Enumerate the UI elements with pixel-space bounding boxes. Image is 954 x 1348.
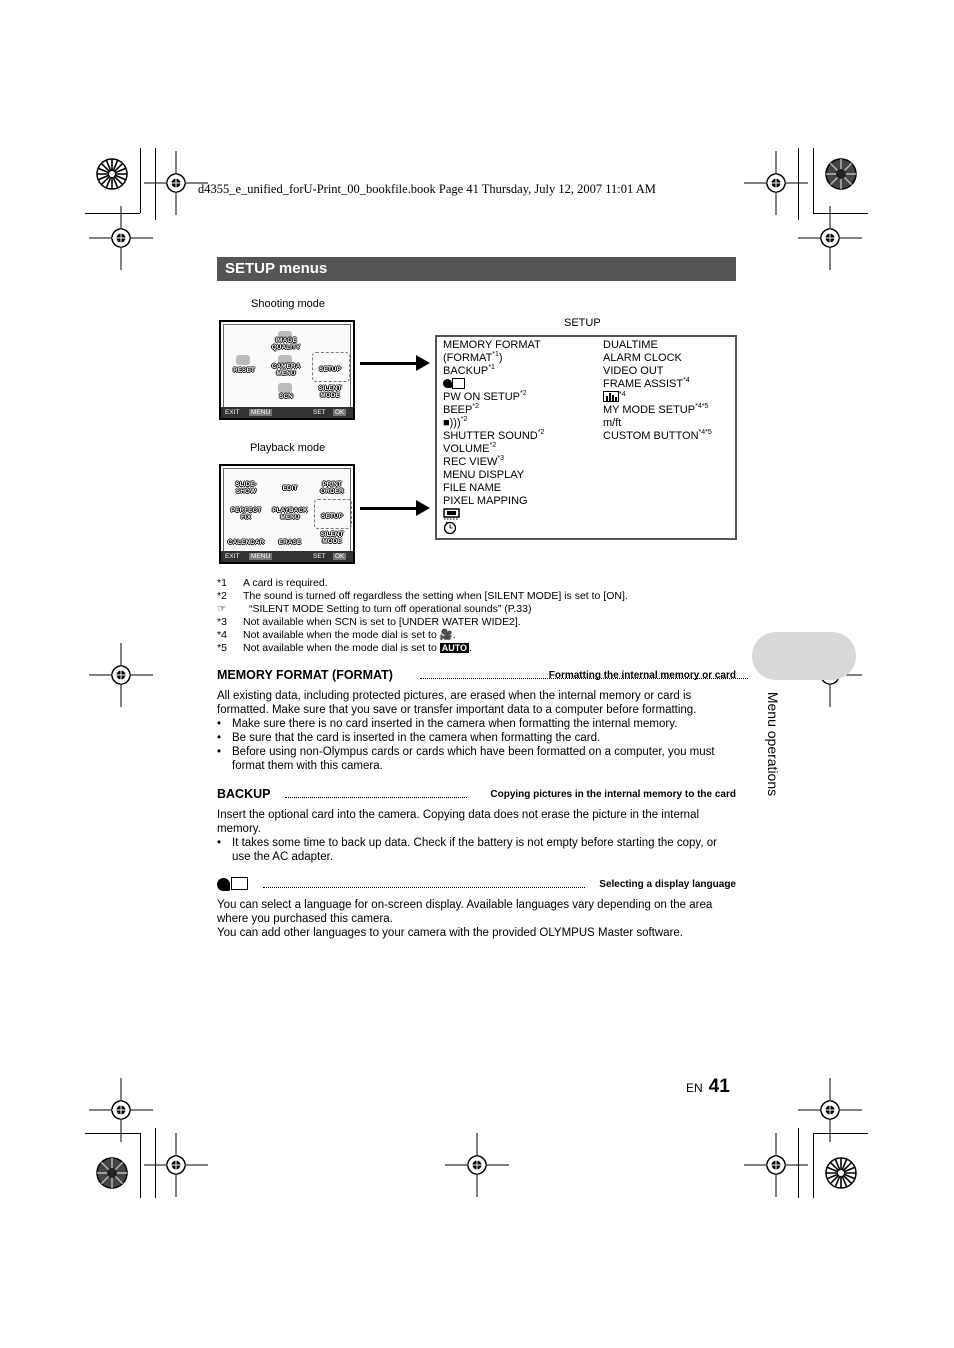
footnote: *3 Not available when SCN is set to [UNDER WATER WIDE2]. bbox=[217, 616, 521, 628]
bullet-item: • Make sure there is no card inserted in the camera when formatting the internal memory. bbox=[217, 717, 736, 731]
screen-bottom-bar: EXIT MENU SET OK bbox=[221, 551, 353, 562]
setup-item: MEMORY FORMAT bbox=[443, 339, 541, 351]
footnote-reference: ☞ “SILENT MODE Setting to turn off operational sounds” (P.33) bbox=[217, 603, 532, 615]
backup-body: Insert the optional card into the camera. Copying data does not erase the picture in the internal memory. • It takes some time to back up data. Check if the battery is not empty before starting the copy, or use the AC adapter. bbox=[217, 808, 736, 864]
clock-icon bbox=[443, 521, 544, 534]
menu-item-reset: RESET bbox=[233, 367, 255, 374]
backup-heading: BACKUP Copying pictures in the internal memory to the card bbox=[217, 787, 736, 801]
language-heading: Selecting a display language bbox=[217, 877, 736, 893]
menu-item-silent-mode: SILENT MODE bbox=[320, 531, 344, 545]
menu-item-silent-mode: SILENT MODE bbox=[318, 385, 342, 399]
sound-icon: ■)))$^{*2}$ bbox=[443, 416, 468, 429]
language-body: You can select a language for on-screen display. Available languages vary depending on the area where you purchased this camera. You can add other languages to your camera with the provided OLYMPUS Master software. bbox=[217, 899, 713, 939]
language-icon bbox=[217, 877, 251, 892]
setup-item: BEEP$^{*2}$ bbox=[443, 403, 479, 416]
page-number: EN 41 bbox=[686, 1076, 730, 1097]
menu-item-slideshow: SLIDE- SHOW bbox=[235, 481, 257, 495]
menu-item-print-order: PRINT ORDER bbox=[320, 481, 344, 495]
file-header: d4355_e_unified_forU-Print_00_bookfile.book Page 41 Thursday, July 12, 2007 11:01 AM bbox=[198, 182, 656, 196]
menu-item-calendar: CALENDAR bbox=[227, 539, 265, 546]
setup-item: PIXEL MAPPING bbox=[443, 495, 528, 507]
setup-item: ALARM CLOCK bbox=[603, 352, 682, 364]
setup-left-column bbox=[443, 339, 544, 534]
footnote: *4 Not available when the mode dial is set to 🎥. bbox=[217, 629, 456, 641]
monitor-brightness-icon bbox=[443, 508, 544, 521]
arrow-playback-to-setup bbox=[360, 507, 418, 510]
setup-menu-box bbox=[435, 335, 737, 540]
setup-item: FILE NAME bbox=[443, 482, 502, 494]
menu-item-edit: EDIT bbox=[282, 485, 298, 492]
setup-item: PW ON SETUP$^{*2}$ bbox=[443, 390, 527, 403]
setup-item: MY MODE $SETUP^{*4*5}$ bbox=[603, 403, 709, 416]
arrow-head-icon bbox=[416, 355, 430, 371]
menu-item-setup: SETUP bbox=[319, 366, 341, 373]
menu-item-image-quality: IMAGE QUALITY bbox=[271, 337, 301, 351]
setup-item: FRAME ASSIST$^{*4}$ bbox=[603, 377, 690, 390]
bullet-item: • It takes some time to back up data. Check if the battery is not empty before starting the copy, or use the AC adapter. bbox=[217, 836, 736, 864]
language-icon bbox=[443, 378, 544, 391]
menu-item-setup: SETUP bbox=[321, 513, 343, 520]
setup-item: DUALTIME bbox=[603, 339, 658, 351]
section-title: SETUP menus bbox=[225, 260, 328, 277]
footnote: *2 The sound is turned off regardless the setting when [SILENT MODE] is set to [ON]. bbox=[217, 590, 628, 602]
memory-format-heading: MEMORY FORMAT (FORMAT) Formatting the internal memory or card bbox=[217, 668, 736, 684]
histogram-icon: *4 bbox=[603, 391, 712, 404]
setup-label: SETUP bbox=[564, 317, 601, 329]
shooting-mode-screen bbox=[219, 320, 355, 420]
setup-item: CUSTOM $BUTTON^{*4*5}$ bbox=[603, 429, 712, 442]
footnote: *5 Not available when the mode dial is set to AUTO . bbox=[217, 642, 472, 654]
arrow-shooting-to-setup bbox=[360, 362, 418, 365]
menu-item-erase: ERASE bbox=[278, 539, 302, 546]
setup-item: BACKUP$^{*1}$ bbox=[443, 364, 495, 377]
setup-item: SHUTTER SOUND$^{*2}$ bbox=[443, 429, 545, 442]
pointing-hand-icon: ☞ bbox=[217, 603, 227, 615]
setup-item: (FORMAT$^{*1}$) bbox=[443, 351, 503, 364]
menu-item-playback-menu: PLAYBACK MENU bbox=[272, 507, 308, 521]
arrow-head-icon bbox=[416, 500, 430, 516]
shooting-mode-label: Shooting mode bbox=[251, 298, 325, 310]
side-tab-label: Menu operations bbox=[765, 691, 781, 797]
playback-mode-screen bbox=[219, 464, 355, 564]
setup-item: m/ft bbox=[603, 417, 622, 429]
side-tab bbox=[752, 632, 856, 680]
auto-mode-badge: AUTO bbox=[441, 643, 468, 653]
memory-format-body: All existing data, including protected pictures, are erased when the internal memory or card is formatted. Make sure that you save or transfer important data to a computer before formatting. • Make sure there is no card inserted in the camera when formatting the internal memory. • Be sure that the card is inserted in the camera when formatting the card. • Before using non-Olympus cards or cards which have been formatted on a computer, you must format them with this camera. bbox=[217, 689, 736, 773]
setup-item: VOLUME$^{*2}$ bbox=[443, 442, 497, 455]
setup-item: MENU DISPLAY bbox=[443, 469, 525, 481]
menu-item-camera-menu: CAMERA MENU bbox=[271, 363, 301, 377]
setup-item: REC VIEW$^{*3}$ bbox=[443, 455, 505, 468]
screen-bottom-bar: EXIT MENU SET OK bbox=[221, 407, 353, 418]
footnotes bbox=[217, 577, 736, 655]
bullet-item: • Be sure that the card is inserted in the camera when formatting the card. bbox=[217, 731, 736, 745]
bullet-item: • Before using non-Olympus cards or cards which have been formatted on a computer, you must format them with this camera. bbox=[217, 745, 736, 773]
section-title-bar bbox=[217, 257, 736, 281]
movie-mode-icon: 🎥 bbox=[439, 629, 453, 641]
footnote: *1 A card is required. bbox=[217, 577, 328, 589]
setup-item: VIDEO OUT bbox=[603, 365, 664, 377]
menu-item-scn: SCN bbox=[279, 393, 293, 400]
playback-mode-label: Playback mode bbox=[250, 442, 326, 454]
setup-right-column bbox=[603, 339, 712, 443]
menu-item-perfect-fix: PERFECT FIX bbox=[230, 507, 262, 521]
